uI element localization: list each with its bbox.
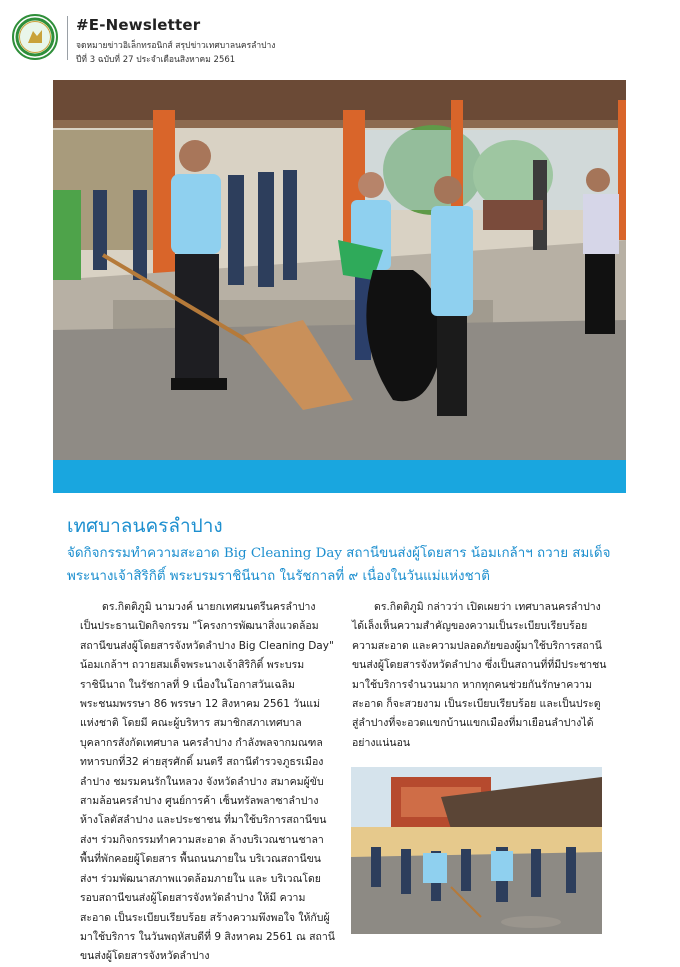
body-right-text: ดร.กิตติภูมิ กล่าวว่า เปิดเผยว่า เทศบาลนครลำปาง ได้เล็งเห็นความสำคัญของความเป็นระเบียบเรียบร้อย ความสะอาด และความปลอดภัยของผู้มาใช้บริการสถานี ขนส่งผู้โดยสารจังหวัดลำปาง ซึ่งเป็นสถานที่ที่มีประชาชน มาใช้บริการจำนวนมาก หากทุกคนช่วยกันรักษาความ สะอาด ก็จะสวยงาม เป็นระเบียบเรียบร้อย และเป็นประตู สู่ลำปางที่จะอวดแขกบ้านแขกเมืองที่มาเยือนลำปางได้ อย่างแน่นอน — [352, 601, 607, 749]
newsletter-title: #E-Newsletter — [76, 16, 201, 34]
article-headline: จัดกิจกรรมทำความสะอาด Big Cleaning Day สถานีขนส่งผู้โดยสาร น้อมเกล้าฯ ถวาย สมเด็จพระนางเจ้าสิริกิติ์ พระบรมราชินีนาถ ในรัชกาลที่ ๙ เนื่องในวันแม่แห่งชาติ — [67, 546, 611, 584]
accent-bar — [53, 460, 626, 493]
issue-info: ปีที่ 3 ฉบับที่ 27 ประจำเดือนสิงหาคม 2561 — [76, 55, 236, 65]
bus-station-photo-icon — [351, 767, 602, 934]
article-body-left — [80, 598, 335, 967]
newsletter-subtitle: จดหมายข่าวอิเล็กทรอนิกส์ สรุปข่าวเทศบาลนครลำปาง — [76, 41, 276, 51]
org-title: เทศบาลนครลำปาง — [67, 515, 223, 537]
municipality-emblem-icon — [12, 14, 58, 60]
newsletter-header — [10, 10, 670, 66]
header-divider — [67, 16, 68, 60]
body-left-text: ดร.กิตติภูมิ นามวงค์ นายกเทศมนตรีนครลำปาง เป็นประธานเปิดกิจกรรม "โครงการพัฒนาสิ่งแวดล้อม สถานีขนส่งผู้โดยสารจังหวัดลำปาง Big Cleaning Day" น้อมเกล้าฯ ถวายสมเด็จพระนางเจ้าสิริกิติ์ พระบรมราชินีนาถ ในรัชกาลที่ 9 เนื่องในโอกาสวันเฉลิมพระชนมพรรษา 86 พรรษา 12 สิงหาคม 2561 วันแม่แห่งชาติ โดยมี คณะผู้บริหาร สมาชิกสภาเทศบาล บุคลากรสังกัดเทศบาล นครลำปาง กำลังพลจากมณฑลทหารบกที่32 ค่ายสุรศักดิ์ มนตรี สถานีตำรวจภูธรเมืองลำปาง ชมรมคนรักในหลวง จังหวัดลำปาง สมาคมผู้ขับสามล้อนครลำปาง ศูนย์การค้า เซ็นทรัลพลาซาลำปาง ห้างโลตัสลำปาง และประชาชน ที่มาใช้บริการสถานีขนส่งฯ ร่วมกิจกรรมทำความสะอาด ล้างบริเวณชานชาลา พื้นที่พักคอยผู้โดยสาร พื้นถนนภายใน บริเวณสถานีขนส่งฯ ร่วมพัฒนาสภาพแวดล้อมภายใน และ บริเวณโดยรอบสถานีขนส่งผู้โดยสารจังหวัดลำปาง ให้มี ความสะอาด เป็นระเบียบเรียบร้อย สร้างความพึงพอใจ ให้กับผู้มาใช้บริการ ในวันพฤหัสบดีที่ 9 สิงหาคม 2561 ณ สถานีขนส่งผู้โดยสารจังหวัดลำปาง — [80, 601, 335, 963]
cleaning-event-photo-icon — [53, 80, 626, 460]
article-body-right — [352, 598, 607, 753]
